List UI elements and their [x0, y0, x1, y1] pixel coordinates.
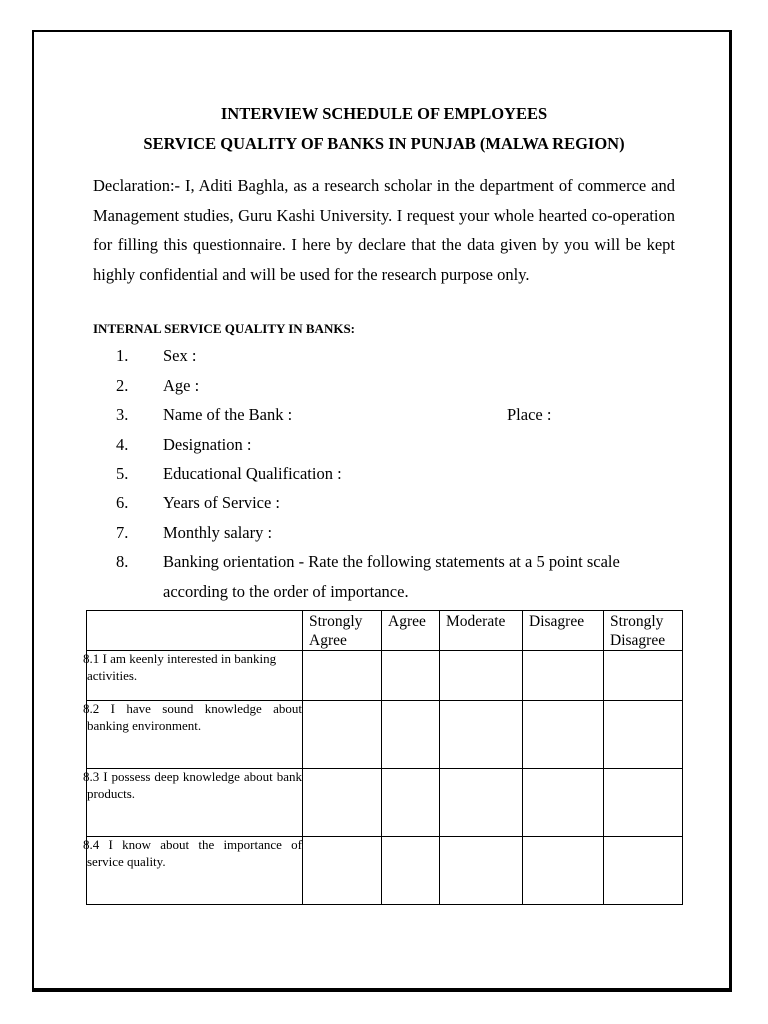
table-row	[87, 769, 683, 837]
column-header-strongly-disagree: Strongly Disagree	[604, 611, 683, 651]
question-designation[interactable]: Designation :	[163, 435, 252, 454]
rating-cell[interactable]	[440, 769, 523, 837]
statement-8-1: 8.1 I am keenly interested in banking activities.	[87, 651, 303, 701]
rating-cell[interactable]	[523, 837, 604, 905]
question-sex[interactable]: Sex :	[163, 346, 197, 365]
header-empty-cell	[87, 611, 303, 651]
question-number: 8.	[116, 552, 129, 571]
rating-cell[interactable]	[604, 651, 683, 701]
document-title: INTERVIEW SCHEDULE OF EMPLOYEES	[220, 104, 548, 123]
rating-cell[interactable]	[523, 769, 604, 837]
rating-cell[interactable]	[303, 769, 382, 837]
question-age[interactable]: Age :	[163, 376, 200, 395]
statement-8-2: 8.2 I have sound knowledge about banking environment.	[87, 701, 303, 769]
rating-cell[interactable]	[382, 837, 440, 905]
rating-cell[interactable]	[382, 701, 440, 769]
statement-8-4: 8.4 I know about the importance of service quality.	[87, 837, 303, 905]
question-monthly-salary[interactable]: Monthly salary :	[163, 523, 273, 542]
section-heading: INTERNAL SERVICE QUALITY IN BANKS:	[93, 321, 356, 336]
question-number: 6.	[116, 493, 129, 512]
column-header-moderate: Moderate	[440, 611, 523, 651]
statement-8-3: 8.3 I possess deep knowledge about bank products.	[87, 769, 303, 837]
rating-cell[interactable]	[604, 769, 683, 837]
declaration-paragraph: Declaration:- I, Aditi Baghla, as a research scholar in the department of commerce and Management studies, Guru Kashi University. I request your whole hearted co-operation for filling this questionnaire. I here by declare that the data given by you will be kept highly confidential and will be used for the research purpose only.	[93, 176, 675, 284]
document-subtitle: SERVICE QUALITY OF BANKS IN PUNJAB (MALWA REGION)	[143, 134, 625, 153]
rating-cell[interactable]	[604, 837, 683, 905]
question-number: 7.	[116, 523, 129, 542]
table-row	[87, 651, 683, 701]
rating-cell[interactable]	[604, 701, 683, 769]
question-number: 3.	[116, 405, 129, 424]
column-header-strongly-agree: Strongly Agree	[303, 611, 382, 651]
question-banking-orientation: Banking orientation - Rate the following statements at a 5 point scale	[163, 552, 620, 571]
question-number: 1.	[116, 346, 129, 365]
rating-cell[interactable]	[303, 837, 382, 905]
rating-cell[interactable]	[440, 837, 523, 905]
question-number: 2.	[116, 376, 129, 395]
column-header-agree: Agree	[382, 611, 440, 651]
question-years-of-service[interactable]: Years of Service :	[163, 493, 281, 512]
table-row	[87, 701, 683, 769]
rating-cell[interactable]	[382, 769, 440, 837]
question-number: 5.	[116, 464, 129, 483]
rating-cell[interactable]	[303, 651, 382, 701]
question-education[interactable]: Educational Qualification :	[163, 464, 342, 483]
question-number: 4.	[116, 435, 129, 454]
question-place[interactable]: Place :	[507, 405, 552, 424]
rating-table	[83, 610, 683, 905]
rating-cell[interactable]	[523, 651, 604, 701]
question-banking-orientation-continued: according to the order of importance.	[163, 582, 409, 601]
rating-cell[interactable]	[303, 701, 382, 769]
table-header-row	[87, 611, 683, 651]
rating-cell[interactable]	[382, 651, 440, 701]
rating-cell[interactable]	[440, 701, 523, 769]
rating-cell[interactable]	[440, 651, 523, 701]
column-header-disagree: Disagree	[523, 611, 604, 651]
rating-cell[interactable]	[523, 701, 604, 769]
question-bank-name[interactable]: Name of the Bank :	[163, 405, 293, 424]
table-row	[87, 837, 683, 905]
